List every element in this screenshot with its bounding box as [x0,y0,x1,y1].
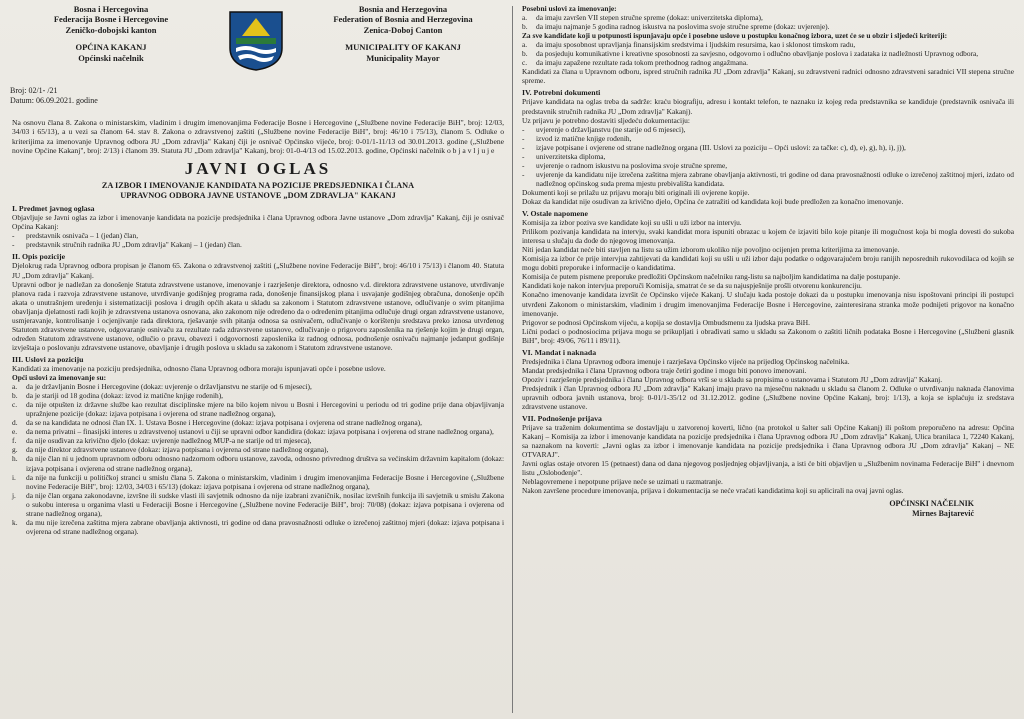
section-heading: VII. Podnošenje prijava [522,414,602,424]
list-item-text: izvod iz matične knjige rođenih, [536,133,632,143]
list-item [522,40,1014,49]
list-marker: h. [12,454,18,464]
list-marker: - [522,151,525,161]
subtitle-line: ZA IZBOR I IMENOVANJE KANDIDATA NA POZICIJE PREDSJEDNIKA I ČLANA [101,181,415,191]
list-marker: i. [12,472,16,482]
list-item: - predstavnik stručnih radnika JU „Dom zdravlja" Kakanj – 1 (jedan) član. [12,240,504,249]
header-line: Zeničko-dobojski kanton [65,24,157,35]
header-line: Općinski načelnik [78,52,144,63]
subsection-heading: Opći uslovi za imenovanje su: [12,373,107,383]
list-marker: b. [12,391,18,401]
paragraph: Kandidati koje nakon intervjua preporuči Komisija, smatrat će se da su najuspješnije prošli otvorenu konkurenciju. [522,281,862,291]
list-marker: - [522,160,525,170]
list-item-text: univerzitetska diploma, [536,151,606,161]
section-heading: I. Predmet javnog oglasa [12,204,95,214]
reference-number: Broj: 02/1- /21 [10,86,58,95]
list-item [522,125,1014,134]
list-marker: - [522,133,525,143]
list-item-text: izjave potpisane i ovjerene od strane nadležnog organa (III. Uslovi za poziciju – Opći uslovi: za tačke: c), d), e), g), h), i), j)), [536,142,906,152]
criteria-heading: Za sve kandidate koji u potpunosti ispunjavaju opće i posebne uslove u postupku konačnog izbora, uzet će se u obzir i sljedeći kriteriji: [522,31,948,41]
paragraph: Komisija za izbor će prije intervjua zahtijevati da kandidati koji su ušli u uži izbor daju podatke o odgovarajućem broju ranijih neposrednih rukovodilaca od kojih se mogu dobiti preporuke i informacije o kandidatima. [522,254,1014,273]
list-marker: - [522,169,525,179]
list-marker: d. [12,418,18,428]
list-marker: b. [522,22,528,32]
list-marker: j. [12,490,16,500]
section-text: Upravni odbor je nadležan za donošenje Statuta zdravstvene ustanove, imenovanje i razrješenje direktora, odnosno v.d. direktora zdravstvene ustanove, utvrđivanje planova rada i razvoja zdravstvene ustanove, utvrđivanje godišnjeg programa rada, donošenje finansijskog plana i usvajanje godišnjeg obračuna, donošenje općih akata o unutrašnjem uređenju i sistematizaciji poslova i drugih općih akata u skladu sa zakonom i Statutom zdravstvene ustanove, odlučivanje o svim pitanjima obavljanja djelatnosti radi kojih je zdravstvena ustanova osnovana, ako zakonom nije određeno da o određenim pitanjima odlučuje drugi organ zdravstvene ustanove, usmjeravanje, kontrolisanje i ocjenjivanje rada direktora, rješavanje svih pitanja odnosa sa osnivačem, odlučivanje o korištenju sredstava preko iznosa utvrđenog Statutom zdravstvene ustanove, odgovaranje osnivaču za rezultate rada zdravstvene ustanove, odlučivanje o prigovoru zaposlenika na rješenje kojim je drugi organ, određen Statutom zdravstvene ustanove, odlučio o pravu, obavezi i odgovornosti zaposlenika iz radnog odnosa, podnošenje osnivaču najmanje jedanput godišnje izvještaja o poslovanju zdravstvene ustanove, obavljanje i drugih poslova u skladu sa zakonom i Statutom zdravstvene ustanove. [12,279,504,352]
header-line: OPĆINA KAKANJ [75,42,147,53]
list-item [522,13,1014,22]
submission-paragraphs [522,423,1014,495]
list-marker: e. [12,427,18,437]
paragraph: Prijave sa traženim dokumentima se dostavljaju u zatvorenoj koverti, lično (na protokol u šalter sali Općine Kakanj) ili poštom preporučeno na adresu: Općina Kakanj – Komisija za izbor i imenovanje kandidata na pozicije predsjednika i člana Upravnog odbora JU „Dom zdravlja" Kakanj, Ulica branilaca 1, 72240 Kakanj, sa naznakom na koverti: „Javni oglas za izbor i imenovanje kandidata na pozicije predsjednika i člana Upravnog odbora JU „Dom zdravlja" Kakanj – NE OTVARAJ". [522,423,1014,460]
list-item [522,58,1014,67]
list-marker: a. [12,382,18,392]
header-line: Zenica-Doboj Canton [363,24,443,35]
header-line: Municipality Mayor [366,52,440,63]
paragraph: Predsjednik i član Upravnog odbora JU „Dom zdravlja" Kakanj imaju pravo na mjesečnu naknadu u skladu sa članom 2. Odluke o utvrđivanju naknada članovima upravnih odbora javnih ustanova, broj: 0-01/1-35/12 od 31.12.2012. godine („Službene novine Općine Kakanj, broj: 1/13), a koja se isplaćuju iz sredstava zdravstvene ustanove. [522,383,1014,412]
list-item-text: predstavnik osnivača – 1 (jedan) član, [26,231,139,241]
section-text: Dokumenti koji se prilažu uz prijavu moraju biti originali ili ovjerene kopije. [522,187,750,197]
list-item-text: da imaju sposobnost upravljanja finansijskim sredstvima i ljudskim resursima, kao i sklonost timskom radu, [536,40,856,50]
list-item-text: da posjeduju komunikativne i kreativne sposobnosti za savjesno, odgovorno i odlučno obavljanje poslova i zadataka iz nadležnosti Upravnog odbora, [536,49,979,59]
paragraph: Prigovor se podnosi Općinskom vijeću, a kopija se dostavlja Ombudsmenu za ljudska prava BiH. [522,317,810,327]
section-text: Dokaz da kandidat nije osuđivan za krivično djelo, Općina će zatražiti od kandidata koji bude predložen za konačno imenovanje. [522,196,904,206]
paragraph: Mandat predsjednika i člana Upravnog odbora traje četiri godine i mogu biti ponovo imenovani. [522,365,807,375]
section-heading: VI. Mandat i naknada [522,347,597,357]
signatory-title: OPĆINSKI NAČELNIK [889,499,974,509]
documents-list [522,125,1014,188]
section-text: Kandidati za člana u Upravnom odboru, ispred stručnih radnika JU „Dom zdravlja" Kakanj, su zdravstveni radnici odnosno zdravstveni saradnici VII stepena stručne spreme. [522,67,1014,86]
page-subtitle [8,181,508,201]
municipality-crest-icon [226,8,286,72]
list-item-text: da nije na funkciji u političkoj stranci u smislu člana 5. Zakona o ministarskim, vladinim i drugim imenovanjima Federacije Bosne i Hercegovine („Službene novine Federacije BiH", broj: 12/03, 34/03 i 65/13) (dokaz: izjava potpisana i ovjerena od strane nadležnog organa), [26,472,504,491]
section-text: Djelokrug rada Upravnog odbora propisan je članom 65. Zakona o zdravstvenoj zaštiti („Službene novine Federacije BiH", broj: 46/10 i 75/13) i članom 40. Statuta JU „Dom zdravlja" Kakanj. [12,261,504,280]
signature-block [522,499,1014,519]
list-item-text: da se na kandidata ne odnosi član IX. 1. Ustava Bosne i Hercegovine (dokaz: izjava potpisana i ovjerena od strane nadležnog organa), [26,418,422,428]
section-heading: III. Uslovi za poziciju [12,354,84,364]
right-column [518,0,1018,719]
list-item [12,473,504,491]
paragraph: Neblagovremene i nepotpune prijave neće se uzimati u razmatranje. [522,477,723,487]
list-item [12,454,504,472]
paragraph: Komisija za izbor poziva sve kandidate koji su ušli u uži izbor na intervju. [522,218,742,228]
list-item-text: da nije direktor zdravstvene ustanove (dokaz: izjava potpisana i ovjerena od strane nadležnog organa), [26,445,329,455]
list-item-text: da mu nije izrečena zaštitna mjera zabrane obavljanja aktivnosti, tri godine od dana pravosnažnosti odluke o izrečenoj zaštitnoj mjeri (dokaz: izjava potpisana i ovjerena od strane nadležnog organa). [26,517,504,536]
list-item-text: uvjerenje da kandidatu nije izrečena zaštitna mjera zabrane obavljanja aktivnosti, tri godine od dana pravosnažnosti odluke o izrečenoj zaštitnoj mjeri, izdato od nadležnog općinskog suda prema mjestu prebivališta kandidata. [536,169,1014,188]
column-divider [512,6,513,713]
list-marker: k. [12,517,18,527]
list-marker: f. [12,436,17,446]
header-line: Bosnia and Herzegovina [358,4,448,14]
list-item [522,143,1014,152]
paragraph: Prilikom pozivanja kandidata na intervju, svaki kandidat mora ispuniti obrazac u kojem će izjaviti bilo koje pitanje ili mogućnost koja bi mogla dovesti do sukoba interesa u slučaju da dođe do njegovog imenovanja. [522,227,1014,246]
list-marker: a. [522,13,528,23]
signatory-name: Mirnes Bajtarević [912,509,974,519]
subsection-heading: Posebni uslovi za imenovanje: [522,4,617,13]
list-item-text: uvjerenje o radnom iskustvu na poslovima svoje stručne spreme, [536,160,728,170]
list-marker: g. [12,445,18,455]
section-heading: IV. Potrebni dokumenti [522,88,601,98]
section-text: Prijave kandidata na oglas treba da sadrže: kraću biografiju, adresu i kontakt telefon, te naznaku iz kojeg reda predstavnika se kandiduje (predstavnik osnivača ili predstavnik stručnih radnika JU „Dom zdravlja" Kakanj). [522,97,1014,116]
list-item-text: da imaju završen VII stepen stručne spreme (dokaz: univerzitetska diploma), [536,13,763,23]
general-conditions-list [12,382,504,536]
list-item [12,445,504,454]
header-line: MUNICIPALITY OF KAKANJ [345,42,461,53]
list-marker: b. [522,49,528,59]
header-line: Federacija Bosne i Hercegovine [53,14,169,25]
list-item-text: da je stariji od 18 godina (dokaz: izvod iz matične knjige rođenih), [26,391,224,401]
list-item [522,161,1014,170]
paragraph: Nakon završene procedure imenovanja, prijava i dokumentacija se neće vraćati kandidatima koji su aplicirali na ovaj javni oglas. [522,486,904,496]
list-item [12,418,504,427]
list-item-text: da imaju zapažene rezultate rada tokom prethodnog radnog angažmana. [536,58,748,68]
list-marker: - [522,124,525,134]
paragraph: Konačno imenovanje kandidata izvršit će Općinsko vijeće Kakanj. U slučaju kada postoje dokazi da u postupku imenovanja nisu ispoštovani principi ili postupci utvrđeni Zakonom o ministarskim, vladinim i drugim imenovanjima Federacije Bosne i Hercegovine, zainteresirana stranka može podnijeti prigovor na konačno imenovanje. [522,290,1014,318]
list-marker: a. [522,40,528,50]
section-text: Kandidati za imenovanje na poziciju predsjednika, odnosno člana Upravnog odbora moraju ispunjavati opće i posebne uslove. [12,363,386,373]
list-item [12,427,504,436]
list-item-text: da nije član organa zakonodavne, izvršne ili sudske vlasti ili savjetnik odnosno da nije izabrani zvaničnik, nosilac izvršnih funkcija ili savjetnik u smislu Zakona o sukobu interesa u organima vlasti u Federaciji Bosne i Hercegovine („Službene novine Federacije BiH", broj: 70/08) (dokaz: izjava potpisana i ovjerena od strane nadležnog organa), [26,490,504,518]
document-date: Datum: 06.09.2021. godine [10,96,98,105]
list-item-text: da je državljanin Bosne i Hercegovine (dokaz: uvjerenje o državljanstvu ne starije od 6 mjeseci), [26,382,312,392]
section-heading: V. Ostale napomene [522,209,588,219]
header-line: Federation of Bosnia and Herzegovina [333,14,473,25]
section-heading: II. Opis pozicije [12,252,66,262]
paragraph: Opoziv i razrješenje predsjednika i člana Upravnog odbora vrši se u skladu sa propisima o ustanovama i Statutom JU „Dom zdravlja" Kakanj. [522,374,943,384]
list-item-text: predstavnik stručnih radnika JU „Dom zdravlja" Kakanj – 1 (jedan) član. [26,240,242,250]
header-line: Bosna i Hercegovina [73,4,149,14]
list-item [12,391,504,400]
left-column [8,0,508,719]
notes-paragraphs [522,218,1014,345]
paragraph: Niti jedan kandidat neće biti stavljen na listu sa užim izborom ukoliko nije povoljno ocijenjen prema kriterijima za imenovanje. [522,245,900,255]
list-item [12,382,504,391]
paragraph: Javni oglas ostaje otvoren 15 (petnaest) dana od dana njegovog posljednjeg objavljivanja, a isti će biti objavljen u „Službenim novinama Federacije BiH" i dnevnom listu „Oslobođenje". [522,459,1014,478]
list-item-text: da nije otpušten iz državne službe kao rezultat disciplinske mjere na bilo kojem nivou u Bosni i Hercegovini u periodu od tri godine prije dana objavljivanja upražnjene pozicije (dokaz: izjava potpisana i ovjerena od strane nadležnog organa), [26,400,504,419]
list-marker: c. [12,400,18,410]
list-item [522,134,1014,143]
list-item [12,400,504,418]
list-item [12,491,504,518]
list-item-text: uvjerenje o državljanstvu (ne starije od 6 mjeseci), [536,124,686,134]
list-item [522,152,1014,161]
header-right-block [298,4,508,63]
paragraph: Lični podaci o podnosiocima prijava mogu se prikupljati i obrađivati samo u skladu sa Zakonom o zaštiti ličnih podataka Bosne i Hercegovine („Službeni glasnik BiH", broj: 49/06, 76/11 i 89/11). [522,326,1014,345]
reference-block [10,86,98,106]
section-text: Objavljuje se Javni oglas za izbor i imenovanje kandidata na pozicije predsjednika i člana Upravnog odbora Javne ustanove „Dom zdravlja" Kakanj, čiji je osnivač Općina Kakanj: [12,213,504,232]
paragraph: Predsjednika i člana Upravnog odbora imenuje i razrješava Općinsko vijeće na prijedlog Općinskog načelnika. [522,356,850,366]
list-item-text: da imaju najmanje 5 godina radnog iskustva na poslovima svoje stručne spreme (dokaz: uvjerenje). [536,22,830,32]
paragraph: Komisija će putem pismene preporuke predložiti Općinskom načelniku rang-listu sa najboljim kandidatima na dalje postupanje. [522,272,901,282]
list-item [12,436,504,445]
header-left-block [8,4,214,63]
document-header [8,0,508,105]
right-body [518,0,1018,519]
list-item [522,22,1014,31]
section-text: Uz prijavu je potrebno dostaviti sljedeću dokumentaciju: [522,115,690,125]
legal-basis: Na osnovu člana 8. Zakona o ministarskim, vladinim i drugim imenovanjima Federacije Bosne i Hercegovine („Službene novine Federacije BiH", broj: 12/03, 34/03 i 65/13), a u vezi sa članom 64. stav 8. Zakona o zdravstvenoj zaštiti („Službene novine Federacije BiH", broj: 46/10 i 75/13), članom 5. Odluke o kriterijima za imenovanje Upravnog odbora JU „Dom zdravlja" Kakanj čiji je osnivač Općinsko vijeće, broj: 0-01/1-11/13 od 30.01.2013. godine („Službene novine Općine Kakanj", broj: 2/13) i članom 39. Statuta JU „Dom zdravlja" Kakanj, broj: 01-0-4/13 od 15.02.2013. godine, Općinski načelnik o b j a v l j u j e [12,118,504,155]
list-item-text: da nema privatni – finasijski interes u zdravstvenoj ustanovi u čiji se upravni odbor kandidira (dokaz: izjava potpisana i ovjerena od strane nadležnog organa), [26,427,494,437]
special-conditions-list [522,13,1014,31]
mandate-paragraphs [522,357,1014,411]
list-item: - predstavnik osnivača – 1 (jedan) član, [12,231,504,240]
page-title: JAVNI OGLAS [184,159,332,179]
list-item-text: da nije osuđivan za krivično djelo (dokaz: uvjerenje nadležnog MUP-a ne starije od tri mjeseca), [26,436,312,446]
subtitle-line: UPRAVNOG ODBORA JAVNE USTANOVE „DOM ZDRAVLJA" KAKANJ [120,191,396,201]
left-body [8,204,508,536]
list-item [12,518,504,536]
criteria-list [522,40,1014,67]
list-item [522,170,1014,188]
list-item [522,49,1014,58]
list-marker: - [522,142,525,152]
list-item-text: da nije član ni u jednom upravnom odboru odnosno nadzornom odboru ustanove, zavoda, odnosno privrednog društva sa većinskim državnim kapitalom (dokaz: izjava potpisana i ovjerena od strane nadležnog organa), [26,454,504,473]
list-marker: c. [522,58,528,68]
